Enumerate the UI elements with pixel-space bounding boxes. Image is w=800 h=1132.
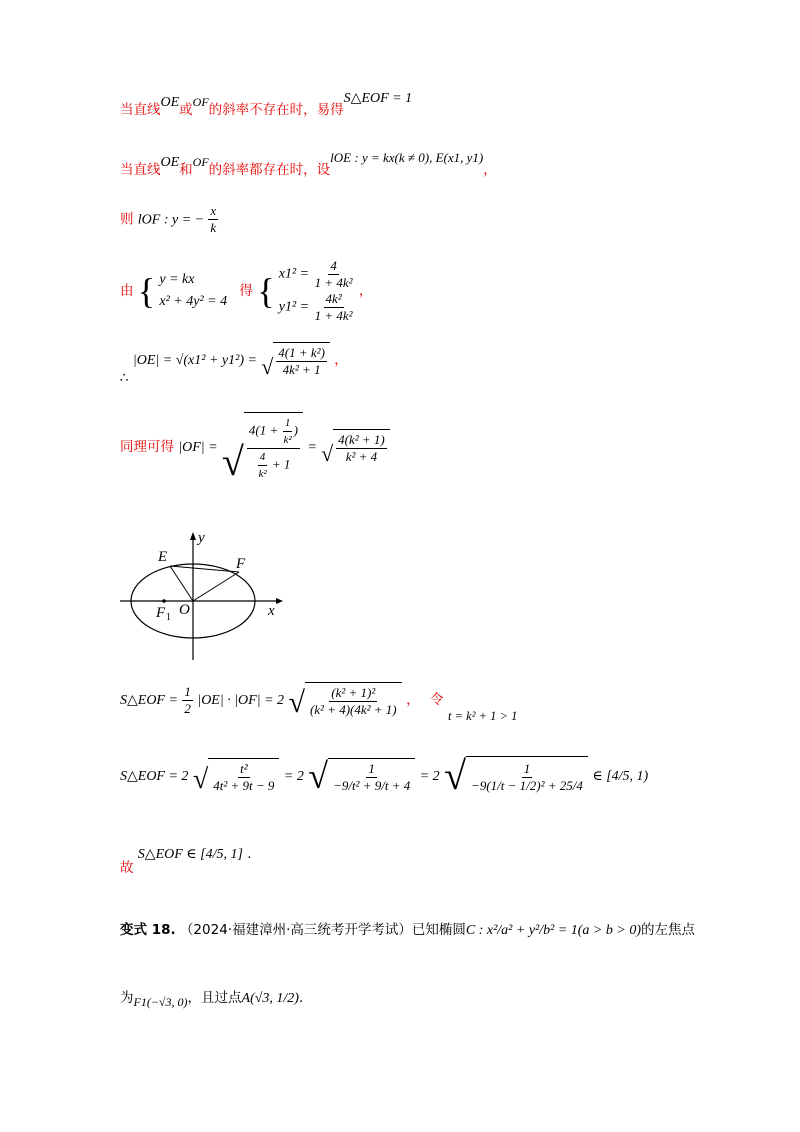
math-t: t = k² + 1 > 1 [448, 709, 518, 723]
brace: { [257, 271, 275, 311]
label-y: y [198, 530, 205, 546]
text: 为 [120, 990, 134, 1006]
text: 的斜率不存在时，易得 [208, 102, 344, 118]
den: 1 + 4k² [314, 308, 353, 323]
text: （2024·福建漳州·高三统考开学考试）已知椭圆 [179, 922, 466, 938]
den: k² [258, 468, 267, 480]
n: 1 + [259, 422, 279, 438]
den: 1 + 4k² [314, 275, 353, 290]
den: −9/t² + 9/t + 4 [333, 778, 411, 793]
eq: = 2 [283, 769, 304, 784]
segment-of [193, 572, 239, 601]
text-line-6 [120, 412, 390, 482]
segment-ef [170, 566, 239, 572]
fraction [331, 761, 412, 794]
text-line-1 [120, 91, 413, 119]
brace: { [137, 271, 156, 311]
result: ∈ [4/5, 1) [592, 769, 649, 784]
text-line-7 [120, 682, 518, 723]
math-lof: lOF : y = − [137, 212, 205, 228]
num: 1 [368, 761, 375, 776]
system [159, 269, 227, 313]
math-focus: F1(−√3, 0) [133, 995, 188, 1009]
label-x: x [268, 603, 275, 619]
text: 故 [120, 860, 134, 876]
text: ， [483, 162, 497, 178]
text: 或 [179, 102, 193, 118]
fraction [336, 432, 387, 465]
solution [279, 258, 355, 324]
text: 则 [120, 211, 134, 228]
fraction [313, 291, 355, 324]
fraction [182, 684, 193, 717]
math-oe: OE [160, 155, 180, 170]
focus-point [162, 599, 166, 603]
num: 1 [283, 415, 293, 432]
sqrt: √ $\frac{\text{(k² + 1)²}}{\text{(k² + 4)(4k² + 1)}}$ [288, 682, 401, 718]
fraction [276, 345, 327, 378]
fraction [313, 258, 355, 291]
text-line-8 [120, 753, 649, 798]
num: x [210, 203, 217, 218]
math-area: S△EOF = 1 [343, 91, 413, 106]
sqrt: √ $\frac{1}{\text{−9/t² + 9/t + 4}}$ [308, 758, 415, 794]
label-f1-sub: 1 [166, 612, 171, 623]
y-arrow [190, 532, 196, 540]
num: 4 [330, 258, 337, 273]
sqrt: √ $\frac{\text{4(k² + 1)}}{\text{k² + 4}}$ [321, 429, 390, 465]
num: 1 [523, 761, 531, 776]
den: 2 [184, 700, 191, 716]
text: 得 [239, 283, 253, 299]
lhs: y1² = [278, 299, 310, 315]
fraction [247, 415, 300, 482]
den: k² [283, 434, 292, 446]
text-line-10 [120, 918, 695, 939]
problem-label: 变式 18. [120, 922, 176, 938]
text-line-4 [120, 258, 372, 324]
fraction [211, 761, 276, 794]
text: 由 [120, 283, 134, 299]
math-area-range: S△EOF ∈ [4/5, 1] [137, 847, 243, 862]
text: ， [406, 692, 420, 708]
math-of: OF [192, 95, 209, 109]
math-of-length: |OF| = [178, 440, 218, 455]
math-line-eq: lOE : y = kx(k ≠ 0), E(x1, y1) [330, 150, 484, 165]
label-f1: F [156, 605, 166, 621]
ellipse-figure [118, 528, 288, 662]
n: 4 [248, 422, 256, 438]
text-line-3 [120, 203, 218, 236]
den: 4k² + 1 [282, 362, 321, 377]
num: 4 [258, 449, 268, 466]
text: 当直线 [120, 162, 161, 178]
num: 4(1 + k²) [278, 345, 325, 360]
text: 当直线 [120, 102, 161, 118]
sqrt: √ $\frac{\text{t²}}{\text{4t² + 9t − 9}}$ [193, 758, 280, 794]
x-arrow [276, 598, 283, 604]
num: 4k² [325, 291, 342, 306]
text: 的斜率都存在时，设 [208, 162, 331, 178]
therefore: ∴ [120, 370, 129, 386]
math-area: S△EOF = [120, 693, 178, 708]
den: 4t² + 9t − 9 [213, 778, 275, 793]
text: ，且过点 [187, 990, 242, 1006]
fraction [208, 203, 218, 236]
math-oe-length: |OE| = √(x1² + y1²) = [132, 353, 257, 368]
label-f: F [236, 556, 246, 572]
num: 4(1 + $\frac{1}{\text{k²}}$ ) [247, 415, 300, 449]
text: . [247, 846, 252, 862]
sqrt: √ $\frac{1}{\text{−9(1/t − 1/2)² + 25/4}}$ [444, 756, 588, 796]
den: k [210, 220, 217, 235]
fraction [256, 449, 268, 482]
sqrt: √ 4(1 + $\frac{1}{\text{k²}}$ ) $\frac{4}{\text{k²}}$ + 1 [222, 412, 303, 482]
text: . [298, 990, 304, 1006]
sqrt: √ $\frac{\text{4(1 + k²)}}{\text{4k² + 1}}$ [261, 342, 330, 378]
mid: |OE| · |OF| = 2 [197, 693, 285, 708]
text-line-5 [120, 342, 348, 386]
math-oe: OE [160, 95, 180, 110]
eq: = [307, 440, 317, 455]
eq: x² + 4y² = 4 [159, 294, 228, 309]
fraction [469, 761, 585, 794]
lhs: x1² = [278, 266, 310, 282]
num: t² [240, 761, 248, 776]
math-ellipse: C : x²/a² + y²/b² = 1(a > b > 0) [465, 923, 641, 938]
text: 同理可得 [120, 439, 174, 455]
label-e: E [158, 549, 168, 565]
text: ， [358, 283, 373, 299]
math-of: OF [192, 155, 209, 169]
den: k² + 4 [345, 449, 378, 464]
den: −9(1/t − 1/2)² + 25/4 [471, 778, 583, 793]
num: (k² + 1)² [331, 685, 376, 700]
text: ， [334, 352, 348, 368]
fraction [281, 415, 293, 448]
math-area: S△EOF = 2 [120, 769, 189, 784]
den: (k² + 4)(4k² + 1) [309, 702, 397, 717]
label-o: O [179, 602, 190, 618]
eq: = 2 [419, 769, 440, 784]
fraction [308, 685, 399, 718]
d: + 1 [271, 456, 291, 472]
text-line-2 [120, 150, 497, 179]
text-line-11 [120, 986, 303, 1007]
num: 1 [184, 683, 191, 699]
text: 令 [430, 692, 444, 708]
text: 和 [179, 162, 193, 178]
math-point-a: A(√3, 1/2) [241, 991, 299, 1006]
num: 4(k² + 1) [338, 432, 385, 447]
segment-oe [170, 566, 193, 601]
eq: y = kx [159, 272, 195, 287]
text-line-9 [120, 842, 252, 876]
text: 的左焦点 [640, 922, 695, 938]
den [254, 449, 292, 482]
